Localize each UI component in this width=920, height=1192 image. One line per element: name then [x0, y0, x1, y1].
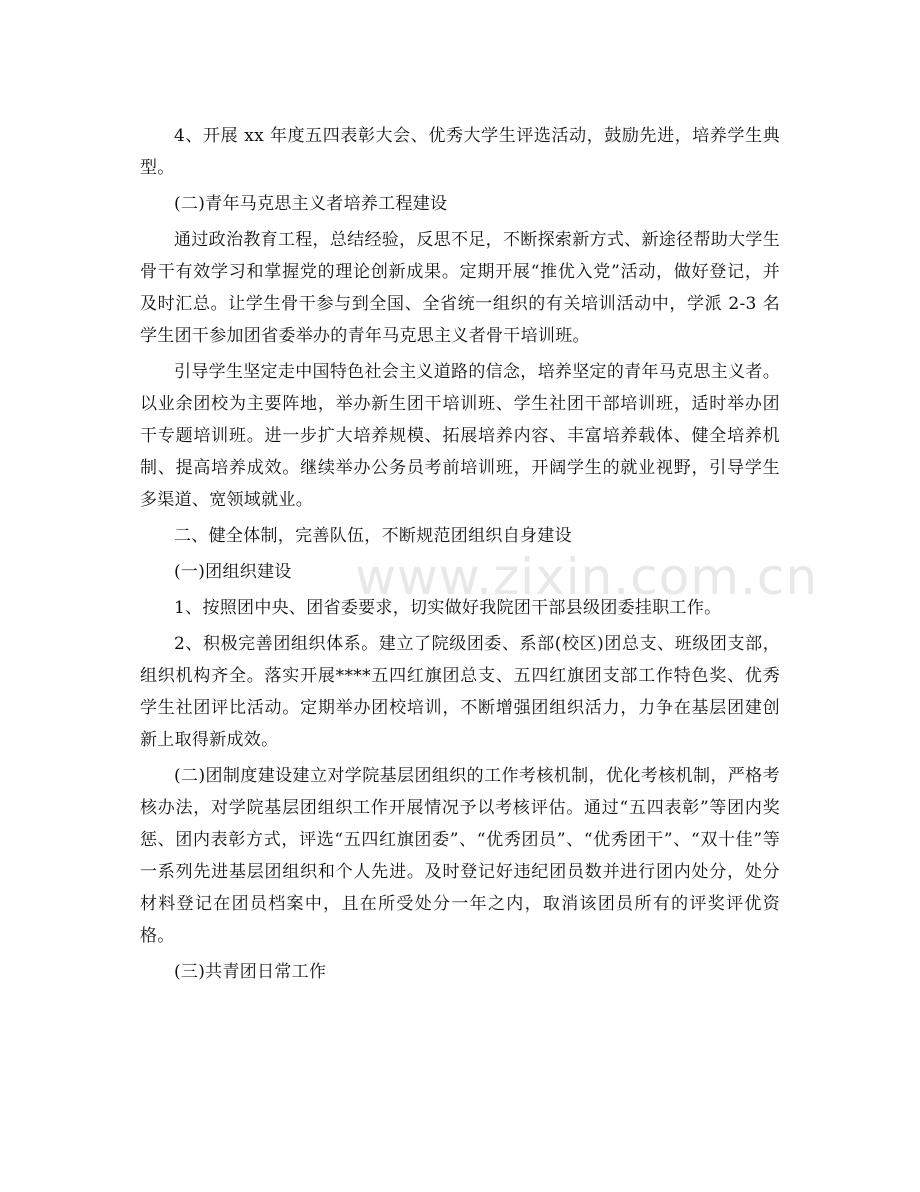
paragraph-guide-students: 引导学生坚定走中国特色社会主义道路的信念，培养坚定的青年马克思主义者。以业余团校为主要阵地，举办新生团干培训班、学生社团干部培训班，适时举办团干专题培训班。进一步扩大培养规模、拓展培养内容、丰富培养载体、健全培养机制、提高培养成效。继续举办公务员考前培训班，开阔学生的就业视野，引导学生多渠道、宽领域就业。	[140, 362, 780, 510]
document-body	[140, 120, 780, 992]
paragraph-political-education: 通过政治教育工程，总结经验，反思不足，不断探索新方式、新途径帮助大学生骨干有效学习和掌握党的理论创新成果。定期开展“推优入党”活动，做好登记，并及时汇总。让学生骨干参与到全国、全省统一组织的有关培训活动中，学派 2-3 名学生团干参加团省委举办的青年马克思主义者骨干培训班。	[140, 230, 780, 346]
section-heading-youth-marxist: (二)青年马克思主义者培养工程建设	[174, 194, 448, 214]
subheading-daily-work: (三)共青团日常工作	[174, 962, 327, 982]
watermark-text: www.zixin.com.cn	[355, 548, 819, 606]
subheading-organization: (一)团组织建设	[174, 562, 292, 582]
paragraph-item-2: 2、积极完善团组织体系。建立了院级团委、系部(校区)团总支、班级团支部，组织机构齐全。落实开展****五四红旗团总支、五四红旗团支部工作特色奖、优秀学生社团评比活动。定期举办团校培训，不断增强团组织活力，力争在基层团建创新上取得新成效。	[140, 634, 780, 750]
section-heading-system: 二、健全体制，完善队伍，不断规范团组织自身建设	[174, 526, 572, 546]
paragraph-item-1: 1、按照团中央、团省委要求，切实做好我院团干部县级团委挂职工作。	[174, 598, 722, 618]
paragraph-rules-construction: (二)团制度建设建立对学院基层团组织的工作考核机制，优化考核机制，严格考核办法，对学院基层团组织工作开展情况予以考核评估。通过“五四表彰”等团内奖惩、团内表彰方式，评选“五四红旗团委”、“优秀团员”、“优秀团干”、“双十佳”等一系列先进基层团组织和个人先进。及时登记好违纪团员数并进行团内处分，处分材料登记在团员档案中，且在所受处分一年之内，取消该团员所有的评奖评优资格。	[140, 766, 780, 946]
paragraph-item-4: 4、开展 xx 年度五四表彰大会、优秀大学生评选活动，鼓励先进，培养学生典型。	[140, 126, 780, 178]
